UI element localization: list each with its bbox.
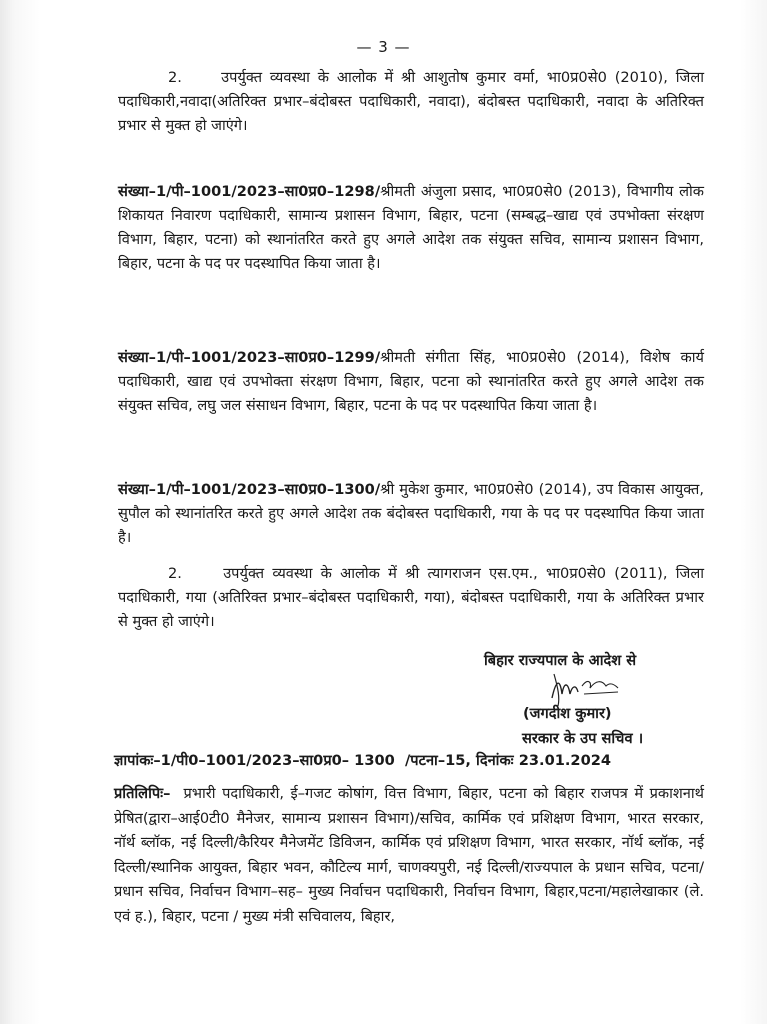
order-reference: संख्या–1/पी–1001/2023–सा0प्र0–1299/ [118, 349, 381, 366]
memo-date: 23.01.2024 [518, 752, 612, 769]
order-1298 [118, 180, 704, 276]
paragraph-text: उपर्युक्त व्यवस्था के आलोक में श्री त्यागराजन एस.एम., भा0प्र0से0 (2011), जिला पदाधिकारी, गया (अतिरिक्त प्रभार–बंदोबस्त पदाधिकारी, गया), बंदोबस्त पदाधिकारी, गया के अतिरिक्त प्रभार से मुक्त हो जाएंगे। [118, 565, 704, 630]
memo-label: ज्ञापांकः– [114, 752, 161, 769]
memo-number: 1/पी0–1001/2023–सा0प्र0– 1300 [160, 752, 395, 769]
memo-line [114, 750, 714, 770]
signer-designation: सरकार के उप सचिव । [522, 730, 644, 747]
paragraph-number: 2. [168, 565, 182, 582]
order-1299 [118, 346, 704, 418]
order-reference: संख्या–1/पी–1001/2023–सा0प्र0–1300/ [118, 481, 381, 498]
page-number: — 3 — [356, 38, 411, 56]
order-1300 [118, 478, 704, 550]
copy-to-section [114, 782, 704, 929]
order-text: श्रीमती अंजुला प्रसाद, भा0प्र0से0 (2013), विभागीय लोक शिकायत निवारण पदाधिकारी, सामान्य प्रशासन विभाग, बिहार, पटना (सम्बद्ध–खाद्य एवं उपभोक्ता संरक्षण विभाग, बिहार, पटना) को स्थानांतरित करते हुए अगले आदेश तक संयुक्त सचिव, सामान्य प्रशासन विभाग, बिहार, पटना के पद पर पदस्थापित किया जाता है। [118, 183, 704, 272]
copy-to-text: प्रभारी पदाधिकारी, ई–गजट कोषांग, वित्त विभाग, बिहार, पटना को बिहार राजपत्र में प्रकाशनार्थ प्रेषित(द्वारा–आई0टी0 मैनेजर, सामान्य प्रशासन विभाग)/सचिव, कार्मिक एवं प्रशिक्षण विभाग, भारत सरकार, नॉर्थ ब्लॉक, नई दिल्ली/कैरियर मैनेजमेंट डिविजन, कार्मिक एवं प्रशिक्षण विभाग, भारत सरकार, नॉर्थ ब्लॉक, नई दिल्ली/स्थानिक आयुक्त, बिहार भवन, कौटिल्य मार्ग, चाणक्यपुरी, नई दिल्ली/राज्यपाल के प्रधान सचिव, पटना/प्रधान सचिव, निर्वाचन विभाग–सह– मुख्य निर्वाचन पदाधिकारी, निर्वाचन विभाग, बिहार,पटना/महालेखाकार (ले. एवं ह.), बिहार, पटना / मुख्य मंत्री सचिवालय, बिहार, [114, 785, 704, 925]
copy-to-label: प्रतिलिपिः– [114, 785, 171, 802]
paragraph-number: 2. [168, 69, 182, 86]
paragraph-release-nawada [118, 66, 704, 138]
signer-name: (जगदीश कुमार) [523, 705, 612, 722]
order-reference: संख्या–1/पी–1001/2023–सा0प्र0–1298/ [118, 183, 381, 200]
memo-place: /पटना–15, दिनांकः [404, 752, 514, 769]
order-by-governor: बिहार राज्यपाल के आदेश से [484, 652, 637, 669]
order-text: श्रीमती संगीता सिंह, भा0प्र0से0 (2014), विशेष कार्य पदाधिकारी, खाद्य एवं उपभोक्ता संरक्षण विभाग, बिहार, पटना को स्थानांतरित करते हुए अगले आदेश तक संयुक्त सचिव, लघु जल संसाधन विभाग, बिहार, पटना के पद पर पदस्थापित किया जाता है। [118, 349, 704, 414]
handwritten-signature [548, 668, 626, 708]
paragraph-release-gaya [118, 562, 704, 634]
order-text: श्री मुकेश कुमार, भा0प्र0से0 (2014), उप विकास आयुक्त, सुपौल को स्थानांतरित करते हुए अगले आदेश तक बंदोबस्त पदाधिकारी, गया के पद पर पदस्थापित किया जाता है। [118, 481, 704, 546]
paragraph-text: उपर्युक्त व्यवस्था के आलोक में श्री आशुतोष कुमार वर्मा, भा0प्र0से0 (2010), जिला पदाधिकारी,नवादा(अतिरिक्त प्रभार–बंदोबस्त पदाधिकारी, नवादा), बंदोबस्त पदाधिकारी, नवादा के अतिरिक्त प्रभार से मुक्त हो जाएंगे। [118, 69, 704, 134]
